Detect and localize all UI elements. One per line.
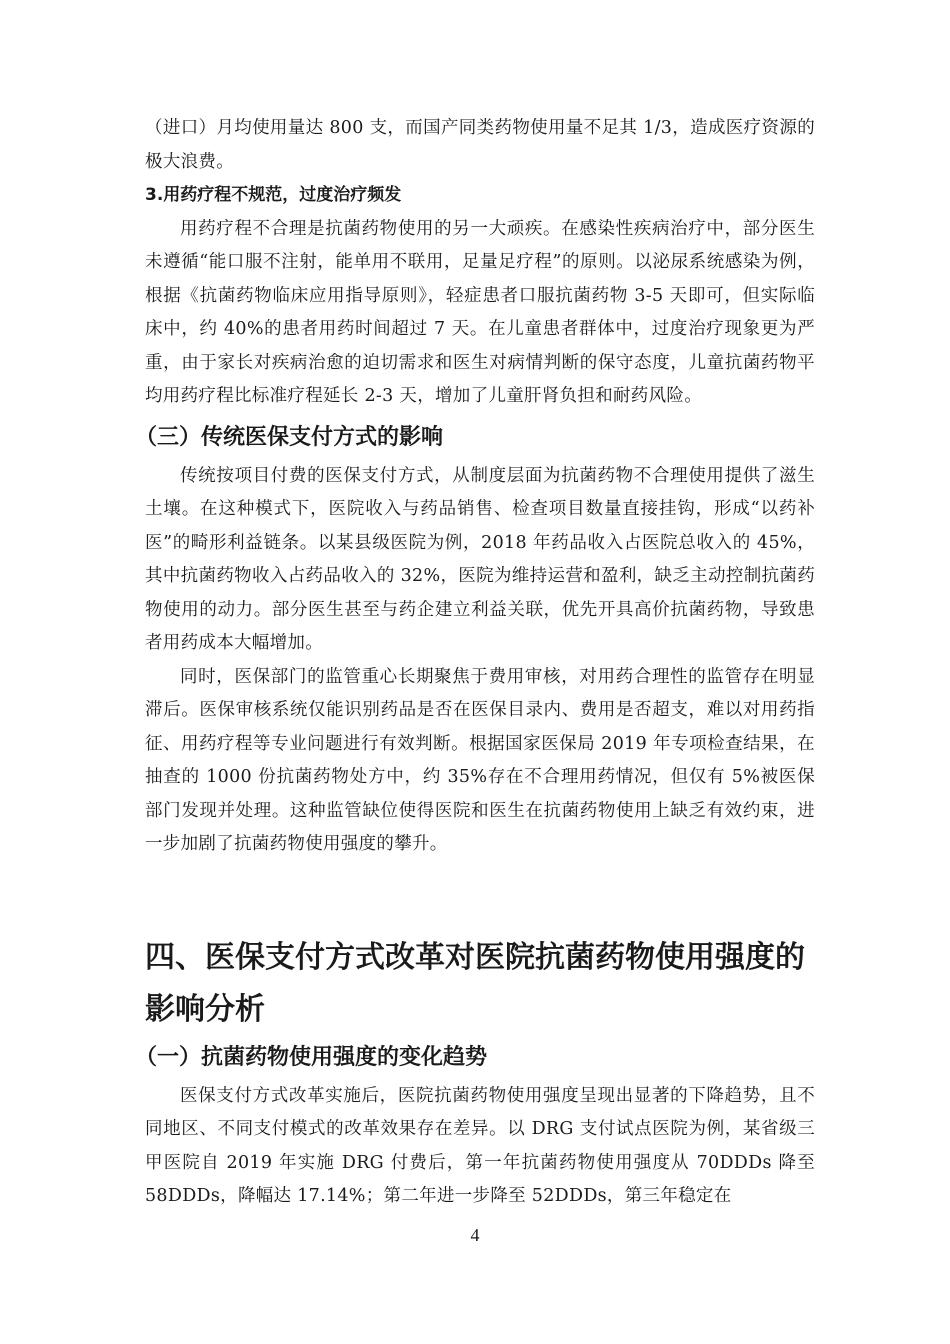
chapter-heading-4: 四、医保支付方式改革对医院抗菌药物使用强度的影响分析 [145, 939, 805, 1027]
paragraph-fee-for-service: 传统按项目付费的医保支付方式，从制度层面为抗菌药物不合理使用提供了滋生土壤。在这种模式下，医院收入与药品销售、检查项目数量直接挂钩，形成“以药补医”的畸形利益链条。以某县级医院为例，2018 年药品收入占医院总收入的 45%，其中抗菌药物收入占药品收入的 32%，医院为维持运营和盈利，缺乏主动控制抗菌药物使用的动力。部分医生甚至与药企建立利益关联，优先开具高价抗菌药物，导致患者用药成本大幅增加。 [145, 465, 815, 653]
section-heading-trend: （一）抗菌药物使用强度的变化趋势 [135, 1044, 488, 1070]
page-content [135, 112, 815, 1214]
section-heading-traditional-payment: （三）传统医保支付方式的影响 [135, 424, 444, 450]
page-number: 4 [470, 1225, 480, 1245]
paragraph-continued: （进口）月均使用量达 800 支，而国产同类药物使用量不足其 1/3，造成医疗资源的极大浪费。 [145, 118, 815, 172]
subheading-3: 3.用药疗程不规范，过度治疗频发 [145, 185, 402, 205]
paragraph-treatment-course: 用药疗程不合理是抗菌药物使用的另一大顽疾。在感染性疾病治疗中，部分医生未遵循“能口服不注射，能单用不联用，足量足疗程”的原则。以泌尿系统感染为例，根据《抗菌药物临床应用指导原则》，轻症患者口服抗菌药物 3-5 天即可，但实际临床中，约 40%的患者用药时间超过 7 天。在儿童患者群体中，过度治疗现象更为严重，由于家长对疾病治愈的迫切需求和医生对病情判断的保守态度，儿童抗菌药物平均用药疗程比标准疗程延长 2-3 天，增加了儿童肝肾负担和耐药风险。 [145, 218, 815, 406]
paragraph-trend: 医保支付方式改革实施后，医院抗菌药物使用强度呈现出显著的下降趋势，且不同地区、不同支付模式的改革效果存在差异。以 DRG 支付试点医院为例，某省级三甲医院自 2019 年实施 DRG 付费后，第一年抗菌药物使用强度从 70DDDs 降至 58DDDs，降幅达 17.14%；第二年进一步降至 52DDDs，第三年稳定在 [145, 1085, 815, 1206]
paragraph-supervision: 同时，医保部门的监管重心长期聚焦于费用审核，对用药合理性的监管存在明显滞后。医保审核系统仅能识别药品是否在医保目录内、费用是否超支，难以对用药指征、用药疗程等专业问题进行有效判断。根据国家医保局 2019 年专项检查结果，在抽查的 1000 份抗菌药物处方中，约 35%存在不合理用药情况，但仅有 5%被医保部门发现并处理。这种监管缺位使得医院和医生在抗菌药物使用上缺乏有效约束，进一步加剧了抗菌药物使用强度的攀升。 [145, 666, 815, 854]
